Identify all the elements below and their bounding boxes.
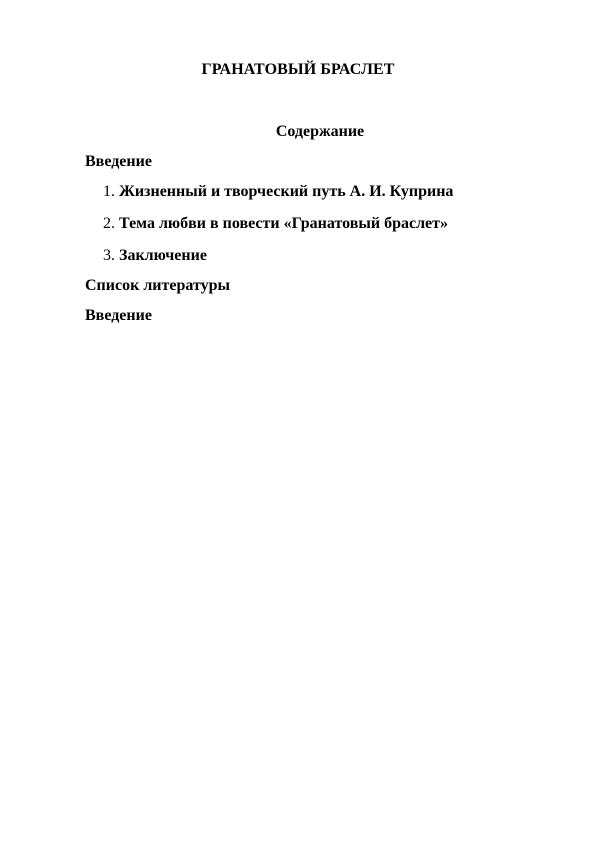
toc-entry-1 xyxy=(103,182,453,202)
toc-entry-intro: Введение xyxy=(85,153,152,170)
document-title: ГРАНАТОВЫЙ БРАСЛЕТ xyxy=(201,61,395,78)
section-heading: Введение xyxy=(85,307,152,324)
toc-entry-text: Тема любви в повести «Гранатовый браслет» xyxy=(119,215,449,232)
toc-heading: Содержание xyxy=(275,123,365,140)
toc-entry-2 xyxy=(103,214,448,234)
toc-entry-number: 2. xyxy=(103,215,115,232)
toc-entry-3 xyxy=(103,246,207,266)
toc-entry-text: Заключение xyxy=(119,247,207,264)
toc-entry-references: Список литературы xyxy=(85,277,230,294)
toc-entry-number: 1. xyxy=(103,183,115,200)
toc-entry-text: Жизненный и творческий путь А. И. Куприна xyxy=(119,183,454,200)
toc-entry-number: 3. xyxy=(103,247,115,264)
